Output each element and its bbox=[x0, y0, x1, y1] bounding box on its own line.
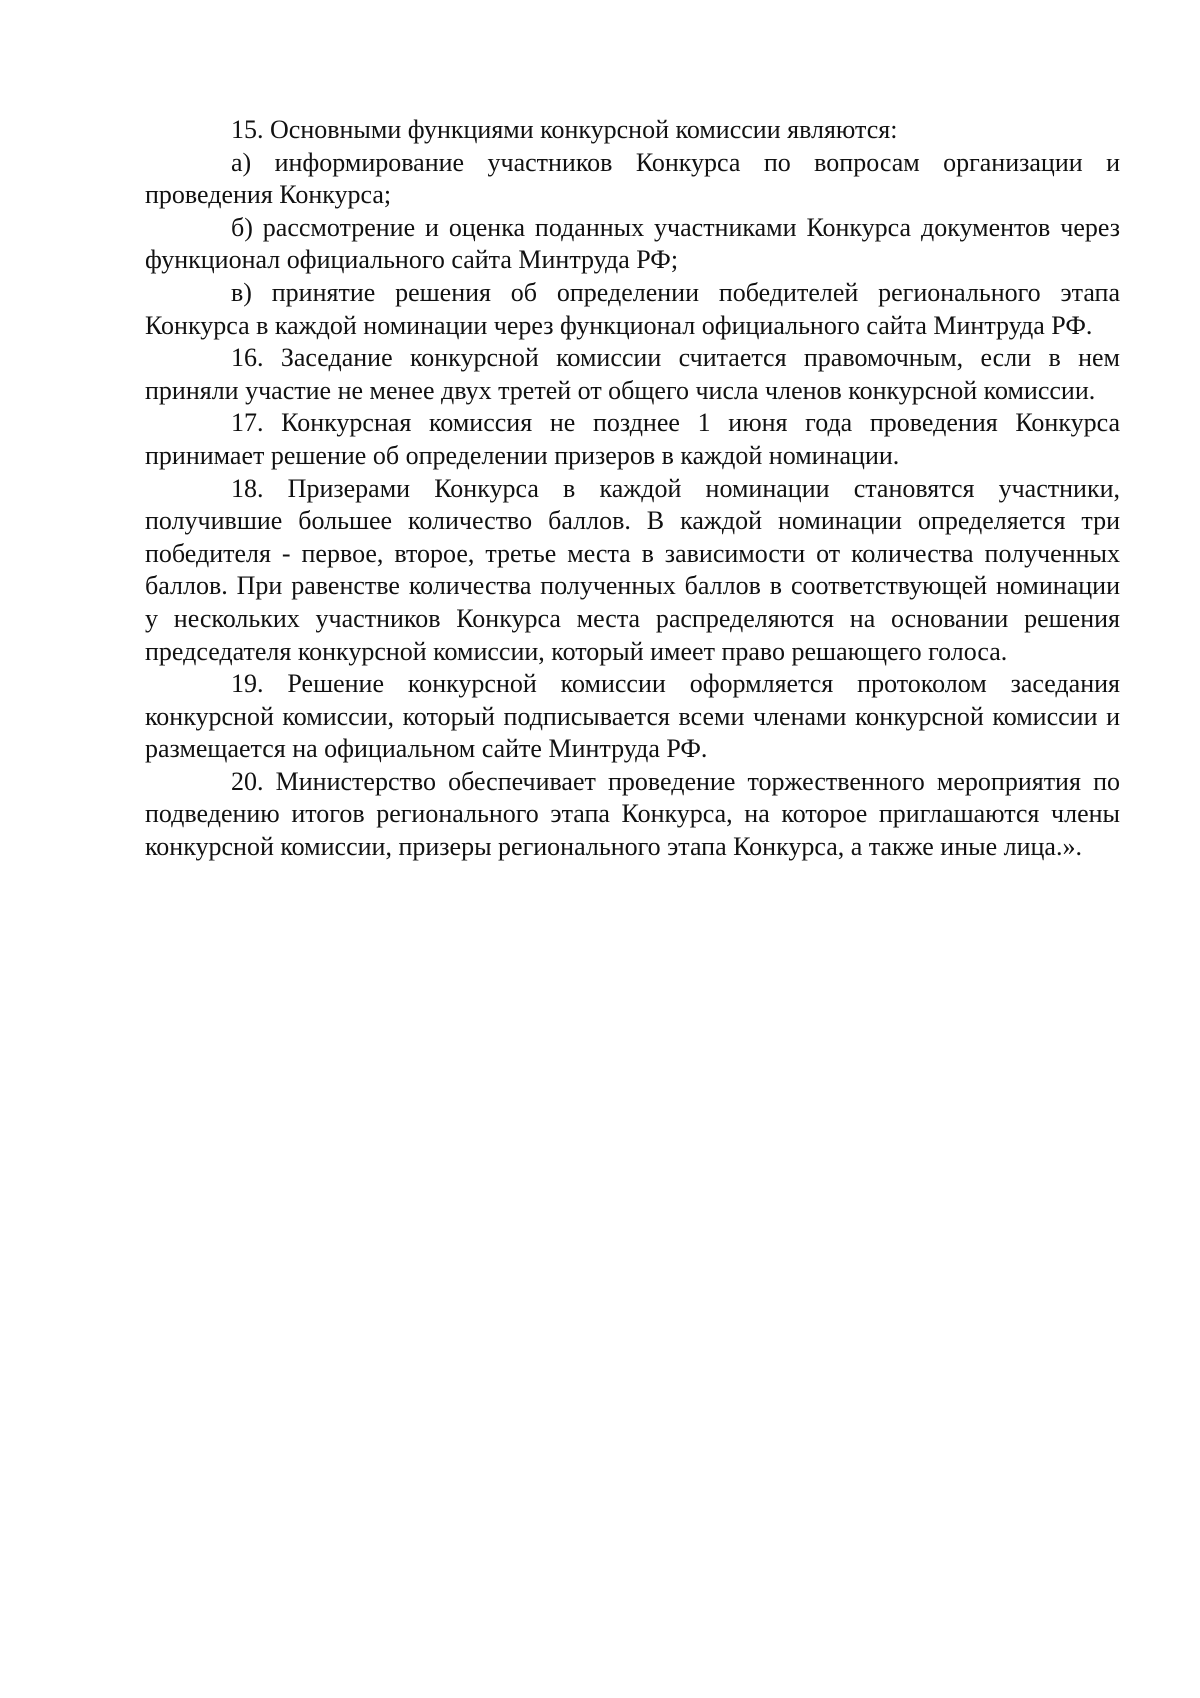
paragraph-18: 18. Призерами Конкурса в каждой номинации становятся участники, получившие большее количество баллов. В каждой номинации определяется три победителя - первое, второе, третье места в зависимости от количества полученных баллов. При равенстве количества полученных баллов в соответствующей номинации у нескольких участников Конкурса места распределяются на основании решения председателя конкурсной комиссии, который имеет право решающего голоса. bbox=[145, 473, 1120, 666]
paragraph-20: 20. Министерство обеспечивает проведение торжественного мероприятия по подведению итогов регионального этапа Конкурса, на которое приглашаются члены конкурсной комиссии, призеры регионального этапа Конкурса, а также иные лица.». bbox=[145, 766, 1120, 862]
paragraph-15: 15. Основными функциями конкурсной комиссии являются: bbox=[231, 115, 898, 144]
paragraph-15b: б) рассмотрение и оценка поданных участниками Конкурса документов через функционал официального сайта Минтруда РФ; bbox=[145, 212, 1120, 275]
document-body bbox=[145, 114, 1120, 864]
paragraph-15a: а) информирование участников Конкурса по вопросам организации и проведения Конкурса; bbox=[145, 147, 1120, 210]
paragraph-17: 17. Конкурсная комиссия не позднее 1 июня года проведения Конкурса принимает решение об определении призеров в каждой номинации. bbox=[145, 408, 1120, 470]
paragraph-19: 19. Решение конкурсной комиссии оформляется протоколом заседания конкурсной комиссии, который подписывается всеми членами конкурсной комиссии и размещается на официальном сайте Минтруда РФ. bbox=[145, 669, 1120, 764]
paragraph-16: 16. Заседание конкурсной комиссии считается правомочным, если в нем приняли участие не менее двух третей от общего числа членов конкурсной комиссии. bbox=[145, 343, 1120, 405]
paragraph-15v: в) принятие решения об определении победителей регионального этапа Конкурса в каждой номинации через функционал официального сайта Минтруда РФ. bbox=[145, 277, 1120, 340]
